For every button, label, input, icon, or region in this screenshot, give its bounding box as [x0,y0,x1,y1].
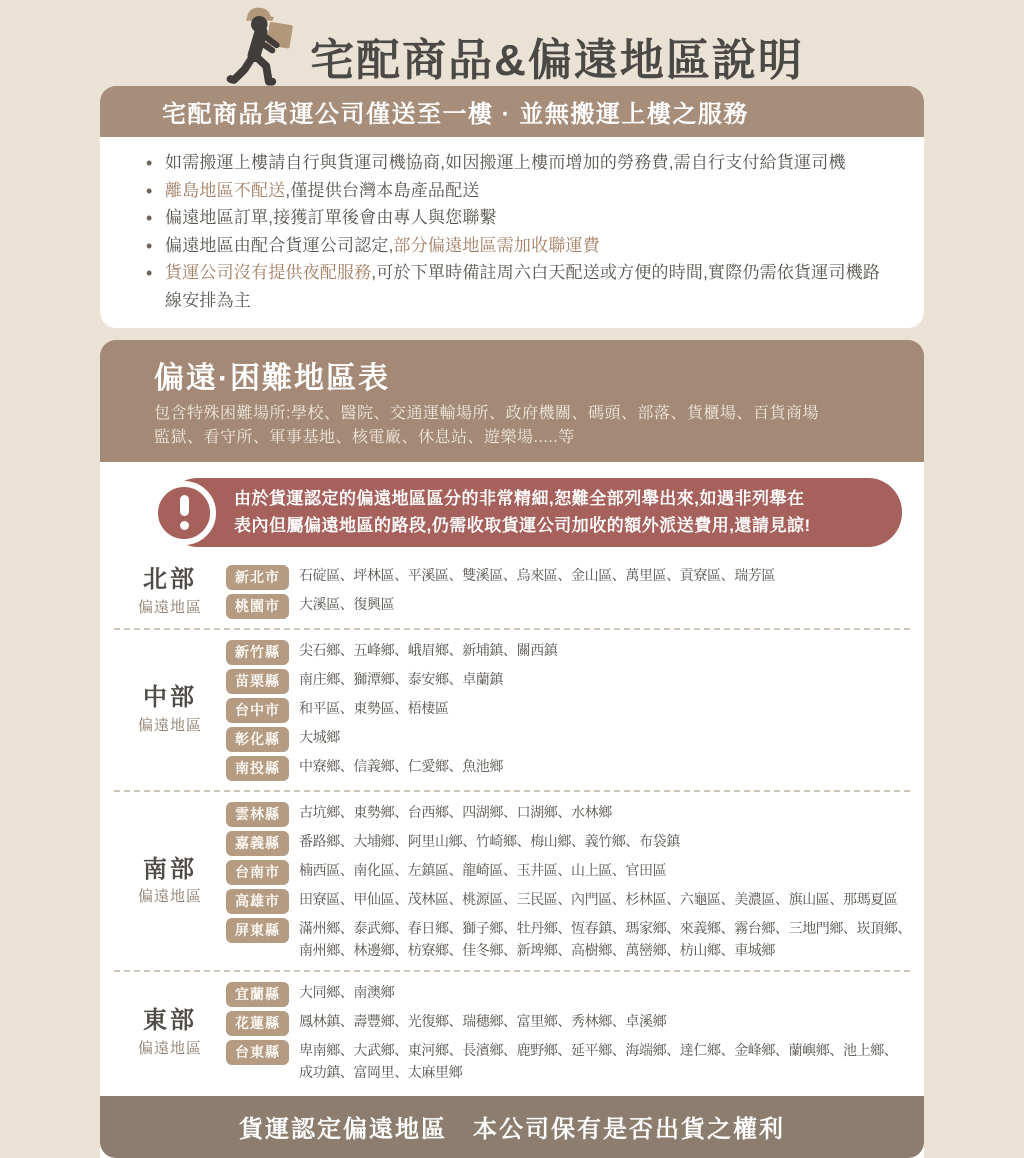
area-list [299,1010,666,1032]
bullet-text: ,可於下單時備註周六白天配送或方便的時間,實際仍需依貨運司機路線安排為主 [165,263,881,310]
area-list-line: 石碇區、坪林區、平溪區、雙溪區、烏來區、金山區、萬里區、貢寮區、瑞芳區 [299,566,775,583]
area-list-line: 田寮區、甲仙區、茂林區、桃源區、三民區、內門區、杉林區、六龜區、美濃區、旗山區、那瑪夏區 [299,890,898,907]
region-row [226,697,906,723]
delivery-rules-card-header: 宅配商品貨運公司僅送至一樓 · 並無搬運上樓之服務 [100,86,924,137]
area-list-line: 古坑鄉、東勢鄉、台西鄉、四湖鄉、口湖鄉、水林鄉 [299,803,612,820]
area-list-line: 大城鄉 [299,728,340,745]
area-list-line: 大同鄉、南澳鄉 [299,984,395,1001]
region-name: 北部 [143,565,197,593]
area-list-line: 滿州鄉、泰武鄉、春日鄉、獅子鄉、牡丹鄉、恆春鎮、瑪家鄉、來義鄉、霧台鄉、三地門鄉、崁頂鄉、 [299,919,911,936]
warning-banner [164,478,902,547]
county-tag: 苗栗縣 [226,669,289,694]
region-rows [226,981,906,1083]
region-row [226,801,906,827]
region-name: 中部 [143,684,197,712]
region-name: 東部 [143,1006,197,1034]
area-list [299,668,503,690]
county-tag: 宜蘭縣 [226,982,289,1007]
warning-text-line1: 由於貨運認定的偏遠地區區分的非常精細,恕難全部列舉出來,如遇非列舉在 [234,489,805,509]
county-tag: 新竹縣 [226,640,289,665]
region-row [226,888,906,914]
region-block [114,555,910,630]
area-list-line: 楠西區、南化區、左鎮區、龍崎區、玉井區、山上區、官田區 [299,861,667,878]
region-sublabel: 偏遠地區 [137,888,202,906]
delivery-rules-card [100,86,924,328]
region-row [226,917,911,961]
county-tag: 屏東縣 [226,918,289,943]
county-tag: 南投縣 [226,756,289,781]
delivery-person-icon [220,6,302,86]
bullet-list [144,149,892,314]
bullet-item [144,259,892,314]
bullet-text: 偏遠地區由配合貨運公司認定, [165,235,394,255]
remote-area-subtitle-line2: 監獄、看守所、軍事基地、核電廠、休息站、遊樂場.....等 [154,429,575,447]
area-list [299,917,911,961]
county-tag: 台中市 [226,698,289,723]
exclamation-icon [152,481,216,545]
bullet-text: 偏遠地區訂單,接獲訂單後會由專人與您聯繫 [165,208,497,228]
region-row [226,755,906,781]
region-label [114,1007,226,1058]
area-list-line: 鳳林鎮、壽豐鄉、光復鄉、瑞穗鄉、富里鄉、秀林鄉、卓溪鄉 [299,1013,667,1030]
region-row [226,859,906,885]
region-label [114,566,226,617]
area-list [299,801,612,823]
bullet-highlight-text: 部分偏遠地區需加收聯運費 [393,235,600,255]
area-list-line: 南庄鄉、獅潭鄉、泰安鄉、卓蘭鎮 [299,670,503,687]
region-sublabel: 偏遠地區 [137,1039,202,1057]
area-list-line: 中寮鄉、信義鄉、仁愛鄉、魚池鄉 [299,757,503,774]
region-row [226,668,906,694]
county-tag: 花蓮縣 [226,1011,289,1036]
region-label [114,684,226,735]
region-row [226,1039,906,1083]
page-header [0,0,1024,86]
area-list [299,859,666,881]
bullet-item [144,177,892,205]
area-list-line: 和平區、東勢區、梧棲區 [299,699,449,716]
area-list [299,981,394,1003]
region-sublabel: 偏遠地區 [137,717,202,735]
region-rows [226,639,906,781]
region-row [226,639,906,665]
region-row [226,981,906,1007]
footer-notice: 貨運認定偏遠地區 本公司保有是否出貨之權利 [100,1096,924,1158]
county-tag: 高雄市 [226,889,289,914]
remote-area-subtitle-line1: 包含特殊困難場所:學校、醫院、交通運輸場所、政府機關、碼頭、部落、貨櫃場、百貨商場 [154,405,819,423]
county-tag: 台東縣 [226,1040,289,1065]
region-row [226,1010,906,1036]
area-list-line: 南州鄉、林邊鄉、枋寮鄉、佳冬鄉、新埤鄉、高樹鄉、萬巒鄉、枋山鄉、車城鄉 [299,941,775,958]
remote-area-title: 偏遠·困難地區表 [154,362,390,396]
area-list-line: 尖石鄉、五峰鄉、峨眉鄉、新埔鎮、關西鎮 [299,641,558,658]
remote-area-card [100,340,924,1158]
region-label [114,856,226,907]
area-list [299,755,503,777]
region-row [226,564,906,590]
area-list [299,726,340,748]
area-list-line: 大溪區、復興區 [299,595,395,612]
card-gap [0,328,1024,340]
bullet-text: 如需搬運上樓請自行與貨運司機協商,如因搬運上樓而增加的勞務費,需自行支付給貨運司機 [165,153,846,172]
remote-area-card-body [100,462,924,1158]
bullet-highlight-text: 離島地區不配送 [165,180,286,200]
area-list [299,639,557,661]
area-list [299,697,449,719]
region-row [226,593,906,619]
region-row [226,830,906,856]
region-rows [226,801,911,961]
county-tag: 彰化縣 [226,727,289,752]
bullet-highlight-text: 貨運公司沒有提供夜配服務 [165,263,372,283]
region-block [114,792,910,972]
county-tag: 桃園市 [226,594,289,619]
page-title: 宅配商品&偏遠地區說明 [310,35,804,85]
bullet-item [144,149,892,177]
region-rows [226,564,906,619]
bullet-item [144,232,892,260]
area-list [299,888,897,910]
region-sublabel: 偏遠地區 [137,598,202,616]
region-row [226,726,906,752]
region-table [100,555,924,1092]
area-list [299,564,775,586]
region-block [114,630,910,792]
county-tag: 新北市 [226,565,289,590]
area-list-line: 番路鄉、大埔鄉、阿里山鄉、竹崎鄉、梅山鄉、義竹鄉、布袋鎮 [299,832,680,849]
county-tag: 雲林縣 [226,802,289,827]
area-list [299,593,394,615]
area-list [299,1039,897,1083]
region-name: 南部 [143,855,197,883]
warning-text-line2: 表內但屬偏遠地區的路段,仍需收取貨運公司加收的額外派送費用,還請見諒! [234,515,811,535]
area-list-line: 成功鎮、富岡里、太麻里鄉 [299,1064,463,1081]
bullet-text: ,僅提供台灣本島產品配送 [285,180,480,200]
county-tag: 台南市 [226,860,289,885]
region-block [114,972,910,1092]
county-tag: 嘉義縣 [226,831,289,856]
area-list-line: 卑南鄉、大武鄉、東河鄉、長濱鄉、鹿野鄉、延平鄉、海端鄉、達仁鄉、金峰鄉、蘭嶼鄉、池上鄉、 [299,1042,898,1059]
area-list [299,830,680,852]
bullet-item [144,204,892,232]
remote-area-card-header [100,340,924,462]
delivery-rules-card-body [100,137,924,328]
